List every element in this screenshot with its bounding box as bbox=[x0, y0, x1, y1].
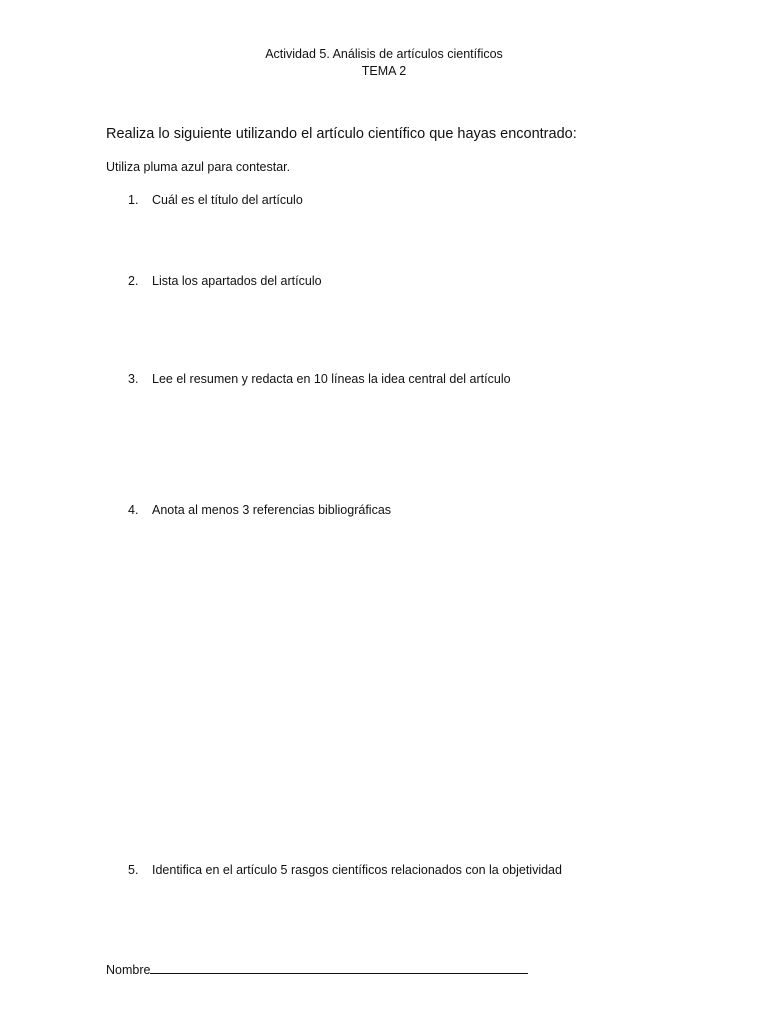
question-number: 5. bbox=[128, 863, 139, 877]
question-number: 2. bbox=[128, 274, 139, 288]
question-text: Identifica en el artículo 5 rasgos científicos relacionados con la objetividad bbox=[152, 863, 562, 877]
question-text: Lee el resumen y redacta en 10 líneas la idea central del artículo bbox=[152, 372, 511, 386]
document-subtitle: TEMA 2 bbox=[361, 64, 407, 78]
instruction-text: Utiliza pluma azul para contestar. bbox=[106, 160, 291, 174]
question-text: Cuál es el título del artículo bbox=[152, 193, 303, 207]
intro-text: Realiza lo siguiente utilizando el artículo científico que hayas encontrado: bbox=[106, 126, 577, 142]
question-4 bbox=[128, 502, 391, 518]
question-text: Anota al menos 3 referencias bibliográficas bbox=[152, 503, 392, 517]
question-3 bbox=[128, 371, 511, 387]
question-text: Lista los apartados del artículo bbox=[152, 274, 322, 288]
name-label: Nombre bbox=[106, 963, 151, 977]
question-1 bbox=[128, 192, 303, 208]
question-5 bbox=[128, 862, 562, 878]
name-underline bbox=[150, 961, 528, 974]
question-number: 4. bbox=[128, 503, 139, 517]
question-number: 3. bbox=[128, 372, 139, 386]
document-title: Actividad 5. Análisis de artículos científicos bbox=[265, 47, 503, 61]
question-number: 1. bbox=[128, 193, 139, 207]
name-field bbox=[106, 961, 528, 978]
question-2 bbox=[128, 273, 322, 289]
